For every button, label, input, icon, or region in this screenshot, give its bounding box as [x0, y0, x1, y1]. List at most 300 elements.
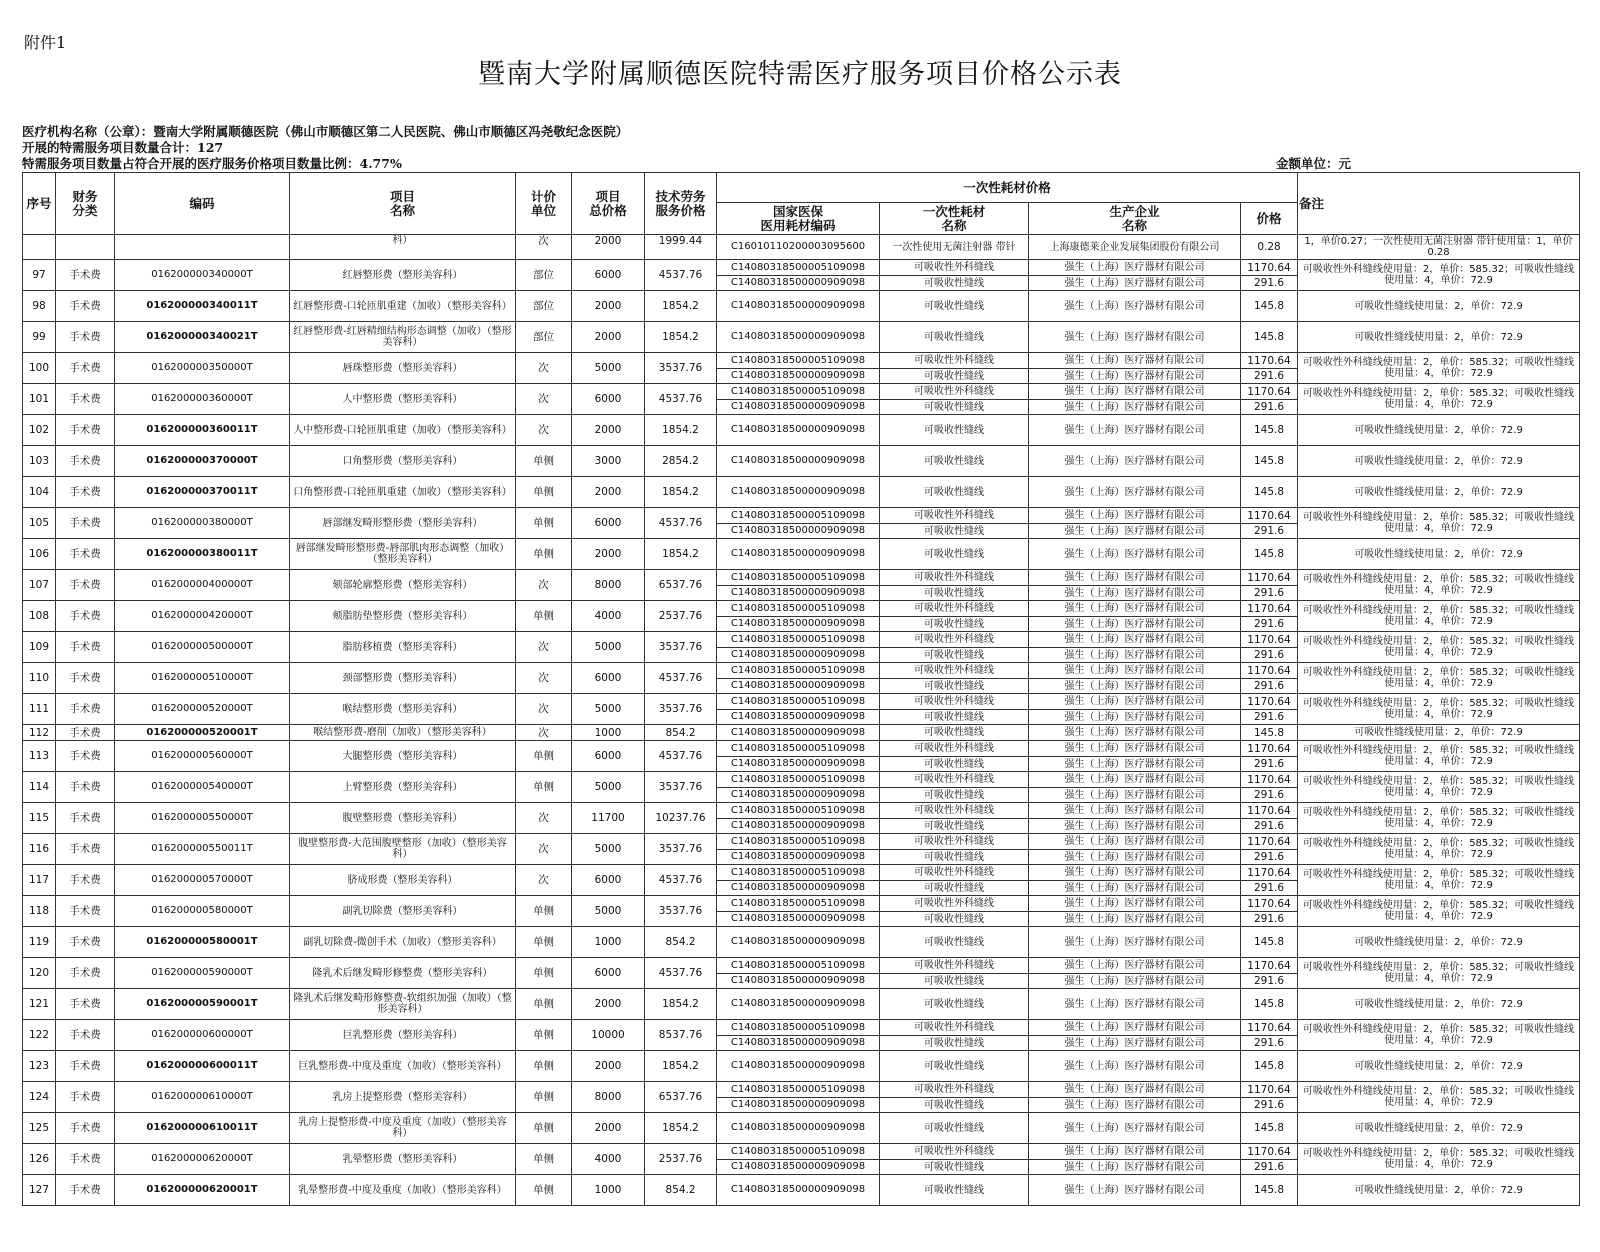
cell-remark: 可吸收性外科缝线使用量：2，单价：585.32；可吸收性缝线使用量：4，单价：72.9 — [1298, 384, 1580, 415]
cell-manufacturer: 强生（上海）医疗器材有限公司 — [1029, 601, 1241, 617]
cell-remark: 可吸收性外科缝线使用量：2，单价：585.32；可吸收性缝线使用量：4，单价：72.9 — [1298, 741, 1580, 772]
cell-category: 手术费 — [56, 1020, 115, 1051]
cell-insurance-code: C14080318500000909098 — [717, 1098, 880, 1113]
cell-remark: 可吸收性外科缝线使用量：2，单价：585.32；可吸收性缝线使用量：4，单价：72.9 — [1298, 896, 1580, 927]
cell-insurance-code: C14080318500005109098 — [717, 1082, 880, 1098]
cell-seq: 123 — [23, 1051, 56, 1082]
table-body — [23, 235, 1580, 1206]
project-count: 开展的特需服务项目数量合计：127 — [22, 140, 224, 155]
cell-insurance-code: C14080318500005109098 — [717, 260, 880, 276]
cell-labor: 3537.76 — [645, 694, 717, 725]
cell-labor: 3537.76 — [645, 353, 717, 384]
cell-total: 4000 — [572, 1144, 645, 1175]
table-row — [23, 508, 1580, 524]
cell-name: 腹壁整形费-大范围腹壁整形（加收）（整形美容科） — [290, 834, 516, 865]
cell-price: 1170.64 — [1241, 896, 1298, 912]
cell-seq: 124 — [23, 1082, 56, 1113]
cell-name: 唇部继发畸形整形费-唇部肌肉形态调整（加收）（整形美容科） — [290, 539, 516, 570]
cell-price: 291.6 — [1241, 648, 1298, 663]
cell-unit: 单侧 — [516, 446, 572, 477]
cell-code: 016200000340011T — [115, 291, 290, 322]
cell-material-name: 可吸收性外科缝线 — [880, 260, 1029, 276]
cell-remark: 可吸收性外科缝线使用量：2，单价：585.32；可吸收性缝线使用量：4，单价：72.9 — [1298, 1082, 1580, 1113]
cell-total: 2000 — [572, 415, 645, 446]
cell-category — [56, 235, 115, 260]
cell-insurance-code: C14080318500000909098 — [717, 369, 880, 384]
cell-unit: 次 — [516, 725, 572, 741]
cell-material-name: 可吸收性缝线 — [880, 1051, 1029, 1082]
cell-insurance-code: C14080318500000909098 — [717, 819, 880, 834]
cell-material-name: 可吸收性外科缝线 — [880, 663, 1029, 679]
cell-remark: 可吸收性缝线使用量：2，单价：72.9 — [1298, 322, 1580, 353]
page-title: 暨南大学附属顺德医院特需医疗服务项目价格公示表 — [478, 59, 1122, 90]
table-row — [23, 1051, 1580, 1082]
cell-code: 016200000350000T — [115, 353, 290, 384]
cell-category: 手术费 — [56, 477, 115, 508]
cell-manufacturer: 强生（上海）医疗器材有限公司 — [1029, 896, 1241, 912]
cell-unit: 单侧 — [516, 601, 572, 632]
cell-material-name: 可吸收性缝线 — [880, 617, 1029, 632]
cell-code — [115, 235, 290, 260]
cell-code: 016200000360011T — [115, 415, 290, 446]
cell-insurance-code: C14080318500000909098 — [717, 850, 880, 865]
cell-material-name: 可吸收性外科缝线 — [880, 803, 1029, 819]
cell-code: 016200000590001T — [115, 989, 290, 1020]
cell-material-name: 可吸收性外科缝线 — [880, 632, 1029, 648]
cell-name: 乳房上提整形费-中度及重度（加收）（整形美容科） — [290, 1113, 516, 1144]
cell-seq: 118 — [23, 896, 56, 927]
cell-unit: 单侧 — [516, 1144, 572, 1175]
cell-name: 人中整形费（整形美容科） — [290, 384, 516, 415]
cell-insurance-code: C14080318500000909098 — [717, 757, 880, 772]
cell-manufacturer: 强生（上海）医疗器材有限公司 — [1029, 1082, 1241, 1098]
cell-category: 手术费 — [56, 741, 115, 772]
cell-labor: 6537.76 — [645, 570, 717, 601]
cell-material-name: 可吸收性缝线 — [880, 400, 1029, 415]
table-row — [23, 477, 1580, 508]
annex-label: 附件1 — [24, 33, 67, 52]
cell-price: 145.8 — [1241, 1175, 1298, 1206]
cell-unit: 次 — [516, 353, 572, 384]
cell-unit: 单侧 — [516, 539, 572, 570]
header-material-name: 一次性耗材 名称 — [880, 203, 1029, 235]
cell-labor: 2537.76 — [645, 601, 717, 632]
cell-remark: 可吸收性外科缝线使用量：2，单价：585.32；可吸收性缝线使用量：4，单价：72.9 — [1298, 663, 1580, 694]
cell-code: 016200000580000T — [115, 896, 290, 927]
cell-seq: 122 — [23, 1020, 56, 1051]
header-labor: 技术劳务 服务价格 — [645, 173, 717, 235]
table-row — [23, 989, 1580, 1020]
cell-remark: 可吸收性外科缝线使用量：2，单价：585.32；可吸收性缝线使用量：4，单价：72.9 — [1298, 865, 1580, 896]
cell-unit: 单侧 — [516, 989, 572, 1020]
cell-price: 1170.64 — [1241, 694, 1298, 710]
cell-name: 口角整形费-口轮匝肌重建（加收）（整形美容科） — [290, 477, 516, 508]
cell-material-name: 可吸收性缝线 — [880, 446, 1029, 477]
cell-manufacturer: 强生（上海）医疗器材有限公司 — [1029, 415, 1241, 446]
table-row-partial — [23, 235, 1580, 260]
cell-unit: 次 — [516, 632, 572, 663]
cell-material-name: 可吸收性缝线 — [880, 974, 1029, 989]
cell-insurance-code: C14080318500000909098 — [717, 1036, 880, 1051]
cell-insurance-code: C14080318500005109098 — [717, 865, 880, 881]
cell-code: 016200000620000T — [115, 1144, 290, 1175]
cell-unit: 单侧 — [516, 958, 572, 989]
cell-name: 巨乳整形费-中度及重度（加收）（整形美容科） — [290, 1051, 516, 1082]
cell-insurance-code: C14080318500005109098 — [717, 508, 880, 524]
cell-labor: 4537.76 — [645, 958, 717, 989]
cell-material-name: 可吸收性缝线 — [880, 679, 1029, 694]
header-remark: 备注 — [1298, 173, 1580, 235]
cell-code: 016200000570000T — [115, 865, 290, 896]
cell-insurance-code: C14080318500000909098 — [717, 291, 880, 322]
cell-insurance-code: C14080318500000909098 — [717, 927, 880, 958]
cell-labor: 1854.2 — [645, 989, 717, 1020]
cell-total: 1000 — [572, 927, 645, 958]
cell-manufacturer: 强生（上海）医疗器材有限公司 — [1029, 958, 1241, 974]
cell-name: 副乳切除费-微创手术（加收）（整形美容科） — [290, 927, 516, 958]
cell-manufacturer: 强生（上海）医疗器材有限公司 — [1029, 1113, 1241, 1144]
cell-material-name: 可吸收性缝线 — [880, 524, 1029, 539]
cell-manufacturer: 强生（上海）医疗器材有限公司 — [1029, 384, 1241, 400]
cell-remark: 可吸收性缝线使用量：2，单价：72.9 — [1298, 1175, 1580, 1206]
cell-remark: 可吸收性外科缝线使用量：2，单价：585.32；可吸收性缝线使用量：4，单价：72.9 — [1298, 570, 1580, 601]
table-row — [23, 601, 1580, 617]
cell-insurance-code: C14080318500005109098 — [717, 741, 880, 757]
cell-manufacturer: 强生（上海）医疗器材有限公司 — [1029, 757, 1241, 772]
cell-code: 016200000550011T — [115, 834, 290, 865]
cell-remark: 可吸收性外科缝线使用量：2，单价：585.32；可吸收性缝线使用量：4，单价：72.9 — [1298, 1020, 1580, 1051]
cell-price: 291.6 — [1241, 974, 1298, 989]
cell-material-name: 可吸收性外科缝线 — [880, 1082, 1029, 1098]
cell-insurance-code: C14080318500000909098 — [717, 1113, 880, 1144]
cell-seq: 117 — [23, 865, 56, 896]
cell-unit: 次 — [516, 834, 572, 865]
cell-material-name: 可吸收性缝线 — [880, 322, 1029, 353]
cell-material-name: 可吸收性缝线 — [880, 757, 1029, 772]
cell-unit: 次 — [516, 384, 572, 415]
cell-total: 2000 — [572, 1051, 645, 1082]
cell-manufacturer: 强生（上海）医疗器材有限公司 — [1029, 1036, 1241, 1051]
cell-manufacturer: 强生（上海）医疗器材有限公司 — [1029, 834, 1241, 850]
table-row — [23, 927, 1580, 958]
cell-unit: 单侧 — [516, 896, 572, 927]
project-ratio: 特需服务项目数量占符合开展的医疗服务价格项目数量比例：4.77% — [22, 156, 402, 171]
cell-manufacturer: 强生（上海）医疗器材有限公司 — [1029, 1160, 1241, 1175]
cell-price: 291.6 — [1241, 400, 1298, 415]
cell-code: 016200000340021T — [115, 322, 290, 353]
cell-labor: 6537.76 — [645, 1082, 717, 1113]
cell-labor: 854.2 — [645, 927, 717, 958]
table-row — [23, 415, 1580, 446]
cell-manufacturer: 强生（上海）医疗器材有限公司 — [1029, 989, 1241, 1020]
cell-remark: 可吸收性外科缝线使用量：2，单价：585.32；可吸收性缝线使用量：4，单价：72.9 — [1298, 353, 1580, 384]
cell-code: 016200000550000T — [115, 803, 290, 834]
cell-unit: 单侧 — [516, 1082, 572, 1113]
table-row — [23, 958, 1580, 974]
cell-manufacturer: 强生（上海）医疗器材有限公司 — [1029, 881, 1241, 896]
cell-manufacturer: 强生（上海）医疗器材有限公司 — [1029, 927, 1241, 958]
cell-unit: 单侧 — [516, 772, 572, 803]
cell-code: 016200000420000T — [115, 601, 290, 632]
cell-unit: 次 — [516, 570, 572, 601]
cell-manufacturer: 强生（上海）医疗器材有限公司 — [1029, 369, 1241, 384]
cell-insurance-code: C14080318500005109098 — [717, 1144, 880, 1160]
cell-price: 1170.64 — [1241, 772, 1298, 788]
cell-seq: 112 — [23, 725, 56, 741]
cell-price: 1170.64 — [1241, 601, 1298, 617]
cell-price: 145.8 — [1241, 291, 1298, 322]
header-category: 财务 分类 — [56, 173, 115, 235]
cell-seq: 126 — [23, 1144, 56, 1175]
cell-material-name: 可吸收性缝线 — [880, 1098, 1029, 1113]
table-row — [23, 353, 1580, 369]
cell-name: 颏部轮廓整形费（整形美容科） — [290, 570, 516, 601]
cell-price: 145.8 — [1241, 1051, 1298, 1082]
cell-category: 手术费 — [56, 415, 115, 446]
cell-name: 腹壁整形费（整形美容科） — [290, 803, 516, 834]
cell-name: 隆乳术后继发畸形修整费（整形美容科） — [290, 958, 516, 989]
cell-total: 5000 — [572, 772, 645, 803]
table-row — [23, 446, 1580, 477]
cell-total: 2000 — [572, 989, 645, 1020]
cell-manufacturer: 强生（上海）医疗器材有限公司 — [1029, 694, 1241, 710]
cell-unit: 单侧 — [516, 741, 572, 772]
header-seq: 序号 — [23, 173, 56, 235]
cell-total: 6000 — [572, 663, 645, 694]
header-unit: 计价 单位 — [516, 173, 572, 235]
cell-seq: 98 — [23, 291, 56, 322]
cell-price: 291.6 — [1241, 881, 1298, 896]
cell-code: 016200000580001T — [115, 927, 290, 958]
table-row — [23, 803, 1580, 819]
cell-remark: 可吸收性缝线使用量：2，单价：72.9 — [1298, 1113, 1580, 1144]
cell-manufacturer: 强生（上海）医疗器材有限公司 — [1029, 1144, 1241, 1160]
cell-price: 1170.64 — [1241, 1144, 1298, 1160]
cell-manufacturer: 强生（上海）医疗器材有限公司 — [1029, 632, 1241, 648]
cell-insurance-code: C14080318500000909098 — [717, 400, 880, 415]
table-row — [23, 725, 1580, 741]
cell-manufacturer: 强生（上海）医疗器材有限公司 — [1029, 850, 1241, 865]
cell-material-name: 可吸收性外科缝线 — [880, 896, 1029, 912]
cell-insurance-code: C14080318500005109098 — [717, 632, 880, 648]
cell-price: 291.6 — [1241, 276, 1298, 291]
cell-seq: 106 — [23, 539, 56, 570]
cell-insurance-code: C14080318500000909098 — [717, 1051, 880, 1082]
cell-category: 手术费 — [56, 803, 115, 834]
cell-total: 2000 — [572, 235, 645, 260]
cell-name: 喉结整形费（整形美容科） — [290, 694, 516, 725]
cell-code: 016200000370011T — [115, 477, 290, 508]
cell-remark: 可吸收性外科缝线使用量：2，单价：585.32；可吸收性缝线使用量：4，单价：72.9 — [1298, 508, 1580, 539]
cell-code: 016200000500000T — [115, 632, 290, 663]
cell-total: 6000 — [572, 865, 645, 896]
cell-name: 巨乳整形费（整形美容科） — [290, 1020, 516, 1051]
cell-unit: 单侧 — [516, 508, 572, 539]
cell-remark: 可吸收性缝线使用量：2，单价：72.9 — [1298, 539, 1580, 570]
cell-insurance-code: C14080318500000909098 — [717, 276, 880, 291]
cell-manufacturer: 强生（上海）医疗器材有限公司 — [1029, 539, 1241, 570]
cell-price: 1170.64 — [1241, 834, 1298, 850]
cell-unit: 部位 — [516, 322, 572, 353]
cell-material-name: 可吸收性缝线 — [880, 369, 1029, 384]
cell-material-name: 可吸收性外科缝线 — [880, 694, 1029, 710]
cell-unit: 单侧 — [516, 1051, 572, 1082]
cell-labor: 4537.76 — [645, 741, 717, 772]
cell-category: 手术费 — [56, 508, 115, 539]
institution-name: 医疗机构名称（公章）：暨南大学附属顺德医院（佛山市顺德区第二人民医院、佛山市顺德区冯尧敬纪念医院） — [22, 124, 629, 139]
cell-insurance-code: C14080318500005109098 — [717, 896, 880, 912]
cell-total: 8000 — [572, 570, 645, 601]
cell-labor: 4537.76 — [645, 260, 717, 291]
cell-category: 手术费 — [56, 260, 115, 291]
table-row — [23, 663, 1580, 679]
cell-price: 1170.64 — [1241, 353, 1298, 369]
cell-total: 5000 — [572, 694, 645, 725]
cell-manufacturer: 强生（上海）医疗器材有限公司 — [1029, 570, 1241, 586]
cell-code: 016200000380011T — [115, 539, 290, 570]
cell-price: 1170.64 — [1241, 958, 1298, 974]
cell-seq: 105 — [23, 508, 56, 539]
cell-total: 5000 — [572, 632, 645, 663]
cell-code: 016200000370000T — [115, 446, 290, 477]
cell-seq: 121 — [23, 989, 56, 1020]
cell-manufacturer: 强生（上海）医疗器材有限公司 — [1029, 1098, 1241, 1113]
cell-price: 1170.64 — [1241, 1082, 1298, 1098]
cell-insurance-code: C14080318500000909098 — [717, 989, 880, 1020]
cell-name: 乳晕整形费（整形美容科） — [290, 1144, 516, 1175]
cell-labor: 1854.2 — [645, 291, 717, 322]
cell-seq: 109 — [23, 632, 56, 663]
cell-seq: 104 — [23, 477, 56, 508]
cell-code: 016200000520001T — [115, 725, 290, 741]
cell-category: 手术费 — [56, 958, 115, 989]
cell-price: 291.6 — [1241, 617, 1298, 632]
cell-labor: 4537.76 — [645, 508, 717, 539]
cell-name: 红唇整形费-口轮匝肌重建（加收）（整形美容科） — [290, 291, 516, 322]
cell-name: 大腿整形费（整形美容科） — [290, 741, 516, 772]
table-row — [23, 384, 1580, 400]
cell-category: 手术费 — [56, 694, 115, 725]
cell-total: 6000 — [572, 260, 645, 291]
cell-labor: 1999.44 — [645, 235, 717, 260]
cell-price: 145.8 — [1241, 989, 1298, 1020]
cell-total: 6000 — [572, 958, 645, 989]
cell-price: 0.28 — [1241, 235, 1298, 260]
cell-price: 291.6 — [1241, 369, 1298, 384]
cell-code: 016200000340000T — [115, 260, 290, 291]
cell-name: 红唇整形费（整形美容科） — [290, 260, 516, 291]
cell-insurance-code: C14080318500005109098 — [717, 694, 880, 710]
cell-name: 上臂整形费（整形美容科） — [290, 772, 516, 803]
cell-price: 145.8 — [1241, 927, 1298, 958]
cell-seq: 120 — [23, 958, 56, 989]
cell-category: 手术费 — [56, 927, 115, 958]
cell-material-name: 可吸收性缝线 — [880, 276, 1029, 291]
cell-price: 1170.64 — [1241, 260, 1298, 276]
cell-insurance-code: C14080318500000909098 — [717, 648, 880, 663]
cell-labor: 1854.2 — [645, 415, 717, 446]
cell-seq: 111 — [23, 694, 56, 725]
cell-unit: 单侧 — [516, 927, 572, 958]
cell-remark: 可吸收性外科缝线使用量：2，单价：585.32；可吸收性缝线使用量：4，单价：72.9 — [1298, 1144, 1580, 1175]
cell-price: 291.6 — [1241, 850, 1298, 865]
cell-name: 红唇整形费-红唇精细结构形态调整（加收）（整形美容科） — [290, 322, 516, 353]
cell-total: 6000 — [572, 508, 645, 539]
cell-material-name: 可吸收性缝线 — [880, 477, 1029, 508]
cell-manufacturer: 强生（上海）医疗器材有限公司 — [1029, 663, 1241, 679]
table-row — [23, 570, 1580, 586]
cell-price: 291.6 — [1241, 524, 1298, 539]
cell-seq: 127 — [23, 1175, 56, 1206]
table-row — [23, 896, 1580, 912]
cell-price: 1170.64 — [1241, 865, 1298, 881]
cell-category: 手术费 — [56, 1144, 115, 1175]
cell-category: 手术费 — [56, 865, 115, 896]
cell-insurance-code: C14080318500000909098 — [717, 524, 880, 539]
cell-labor: 4537.76 — [645, 865, 717, 896]
cell-total: 1000 — [572, 725, 645, 741]
cell-insurance-code: C14080318500005109098 — [717, 1020, 880, 1036]
cell-name: 脐成形费（整形美容科） — [290, 865, 516, 896]
cell-category: 手术费 — [56, 989, 115, 1020]
cell-unit: 单侧 — [516, 1020, 572, 1051]
cell-name: 颈部整形费（整形美容科） — [290, 663, 516, 694]
cell-remark: 可吸收性外科缝线使用量：2，单价：585.32；可吸收性缝线使用量：4，单价：72.9 — [1298, 803, 1580, 834]
cell-total: 8000 — [572, 1082, 645, 1113]
cell-code: 016200000360000T — [115, 384, 290, 415]
cell-labor: 3537.76 — [645, 632, 717, 663]
cell-price: 291.6 — [1241, 679, 1298, 694]
cell-price: 291.6 — [1241, 1036, 1298, 1051]
cell-manufacturer: 强生（上海）医疗器材有限公司 — [1029, 772, 1241, 788]
cell-unit: 次 — [516, 865, 572, 896]
cell-insurance-code: C14080318500000909098 — [717, 710, 880, 725]
cell-name: 乳房上提整形费（整形美容科） — [290, 1082, 516, 1113]
cell-code: 016200000620001T — [115, 1175, 290, 1206]
cell-material-name: 可吸收性缝线 — [880, 912, 1029, 927]
cell-insurance-code: C14080318500000909098 — [717, 1175, 880, 1206]
cell-material-name: 可吸收性缝线 — [880, 927, 1029, 958]
cell-labor: 854.2 — [645, 725, 717, 741]
cell-name: 人中整形费-口轮匝肌重建（加收）（整形美容科） — [290, 415, 516, 446]
cell-unit: 单侧 — [516, 1113, 572, 1144]
cell-manufacturer: 强生（上海）医疗器材有限公司 — [1029, 1020, 1241, 1036]
cell-insurance-code: C14080318500000909098 — [717, 539, 880, 570]
cell-material-name: 可吸收性外科缝线 — [880, 865, 1029, 881]
cell-category: 手术费 — [56, 384, 115, 415]
cell-insurance-code: C14080318500005109098 — [717, 601, 880, 617]
cell-labor: 3537.76 — [645, 834, 717, 865]
cell-material-name: 可吸收性缝线 — [880, 539, 1029, 570]
cell-name: 口角整形费（整形美容科） — [290, 446, 516, 477]
cell-total: 5000 — [572, 834, 645, 865]
cell-price: 145.8 — [1241, 446, 1298, 477]
cell-manufacturer: 强生（上海）医疗器材有限公司 — [1029, 291, 1241, 322]
cell-insurance-code: C14080318500000909098 — [717, 974, 880, 989]
cell-seq: 97 — [23, 260, 56, 291]
cell-insurance-code: C14080318500000909098 — [717, 881, 880, 896]
cell-material-name: 可吸收性外科缝线 — [880, 570, 1029, 586]
cell-code: 016200000590000T — [115, 958, 290, 989]
cell-material-name: 可吸收性外科缝线 — [880, 353, 1029, 369]
header-price: 价格 — [1241, 203, 1298, 235]
cell-insurance-code: C14080318500000909098 — [717, 446, 880, 477]
cell-material-name: 可吸收性缝线 — [880, 989, 1029, 1020]
cell-total: 6000 — [572, 384, 645, 415]
table-row — [23, 741, 1580, 757]
cell-total: 5000 — [572, 353, 645, 384]
cell-material-name: 可吸收性缝线 — [880, 710, 1029, 725]
